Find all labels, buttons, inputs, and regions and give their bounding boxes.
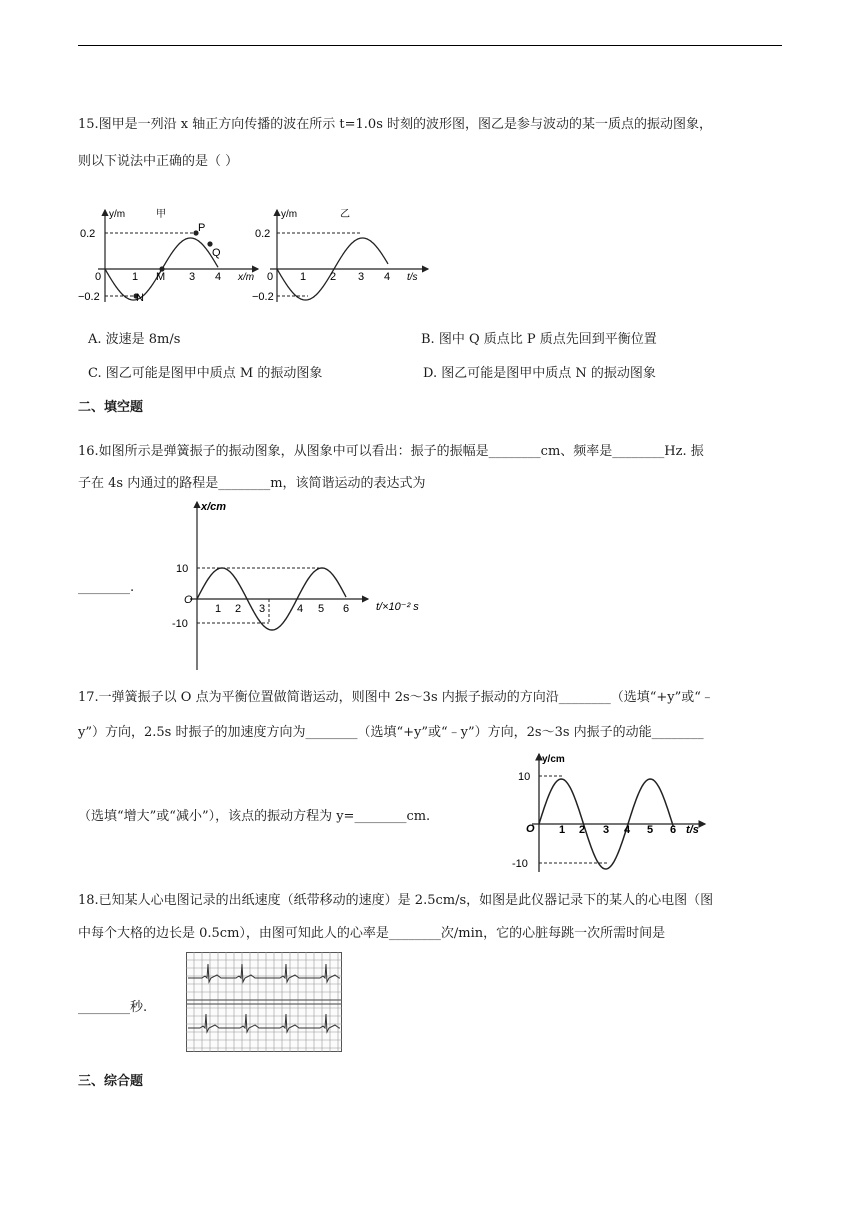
section-heading-fill-in: 二、填空题 (78, 400, 144, 415)
q16-origin: O (184, 594, 193, 606)
q16-stem-line1: 16.如图所示是弹簧振子的振动图象，从图象中可以看出：振子的振幅是________cm、频率是________Hz. 振 (78, 444, 704, 459)
jia-title: 甲 (156, 209, 166, 220)
q16-ylabel: x/cm (201, 501, 227, 513)
q16-xtick: 6 (343, 603, 350, 615)
q17-ylabel: y/cm (542, 754, 565, 765)
jia-ytick-pos: 0.2 (80, 228, 96, 240)
q18-stem-line3: ________秒. (78, 1000, 148, 1015)
q18-ecg-figure (186, 952, 342, 1052)
jia-xtick: 3 (189, 271, 196, 283)
yi-xtick: 1 (300, 271, 307, 283)
yi-xlabel: t/s (407, 272, 418, 283)
yi-xtick: 2 (330, 271, 337, 283)
q16-ytick-neg: -10 (172, 618, 188, 630)
q16-xtick: 2 (235, 603, 242, 615)
q17-origin: O (526, 823, 535, 835)
q15-stem-line2: 则以下说法中正确的是（ ） (78, 154, 239, 169)
yi-xtick: 4 (384, 271, 391, 283)
q18-stem-line1: 18.已知某人心电图记录的出纸速度（纸带移动的速度）是 2.5cm/s，如图是此仪器记录下的某人的心电图（图 (78, 893, 714, 908)
q15-option-c: C. 图乙可能是图甲中质点 M 的振动图象 (88, 366, 323, 381)
q17-figure (510, 750, 715, 875)
jia-xlabel: x/m (238, 272, 255, 283)
q17-stem-line3: （选填“增大”或“减小”），该点的振动方程为 y=________cm. (78, 809, 431, 824)
q16-stem-line2: 子在 4s 内通过的路程是________m，该简谐运动的表达式为 (78, 476, 426, 491)
q17-xtick: 2 (579, 824, 586, 836)
q17-xtick: 6 (670, 824, 677, 836)
q16-ytick-pos: 10 (176, 563, 189, 575)
q15-figure-jia (78, 206, 263, 306)
jia-label-M: M (156, 271, 166, 283)
yi-ylabel: y/m (281, 209, 298, 220)
jia-xtick: 1 (132, 271, 139, 283)
q15-option-d: D. 图乙可能是图甲中质点 N 的振动图象 (423, 366, 656, 381)
jia-ylabel: y/m (109, 209, 126, 220)
q15-figure-yi (250, 206, 435, 306)
q17-stem-line2: y”）方向，2.5s 时振子的加速度方向为________（选填“+y”或“﹣y”）方向，2s～3s 内振子的动能________ (78, 725, 704, 740)
jia-label-P: P (198, 222, 206, 234)
q16-xtick: 1 (215, 603, 222, 615)
q17-xlabel: t/s (686, 824, 699, 836)
q16-figure (168, 498, 448, 673)
q15-option-a: A. 波速是 8m/s (88, 332, 181, 347)
jia-ytick-neg: −0.2 (78, 291, 100, 303)
q16-xtick: 3 (259, 603, 266, 615)
q16-stem-line3: ________. (78, 580, 135, 595)
q16-xlabel: t/×10⁻² s (376, 601, 419, 613)
q15-option-b: B. 图中 Q 质点比 P 质点先回到平衡位置 (421, 332, 657, 347)
q17-xtick: 3 (603, 824, 610, 836)
q16-xtick: 4 (297, 603, 304, 615)
jia-xtick: 4 (215, 271, 222, 283)
q17-xtick: 1 (559, 824, 566, 836)
q17-stem-line1: 17.一弹簧振子以 O 点为平衡位置做简谐运动，则图中 2s～3s 内振子振动的方向沿________（选填“+y”或“﹣ (78, 690, 714, 705)
yi-xtick: 3 (358, 271, 365, 283)
yi-origin: 0 (267, 271, 274, 283)
q18-stem-line2: 中每个大格的边长是 0.5cm），由图可知此人的心率是________次/min，它的心脏每跳一次所需时间是 (78, 926, 666, 941)
jia-label-Q: Q (212, 247, 221, 259)
top-rule (78, 45, 782, 46)
yi-ytick-pos: 0.2 (255, 228, 271, 240)
jia-origin: 0 (95, 271, 102, 283)
yi-ytick-neg: −0.2 (252, 291, 274, 303)
q17-xtick: 5 (647, 824, 654, 836)
yi-title: 乙 (340, 209, 350, 220)
q17-xtick: 4 (624, 824, 631, 836)
q16-xtick: 5 (318, 603, 325, 615)
q15-stem-line1: 15.图甲是一列沿 x 轴正方向传播的波在所示 t=1.0s 时刻的波形图，图乙是参与波动的某一质点的振动图象， (78, 117, 712, 132)
q17-ytick-pos: 10 (518, 771, 531, 783)
q17-ytick-neg: -10 (512, 858, 528, 870)
jia-label-N: N (136, 292, 144, 304)
section-heading-comprehensive: 三、综合题 (78, 1074, 144, 1089)
